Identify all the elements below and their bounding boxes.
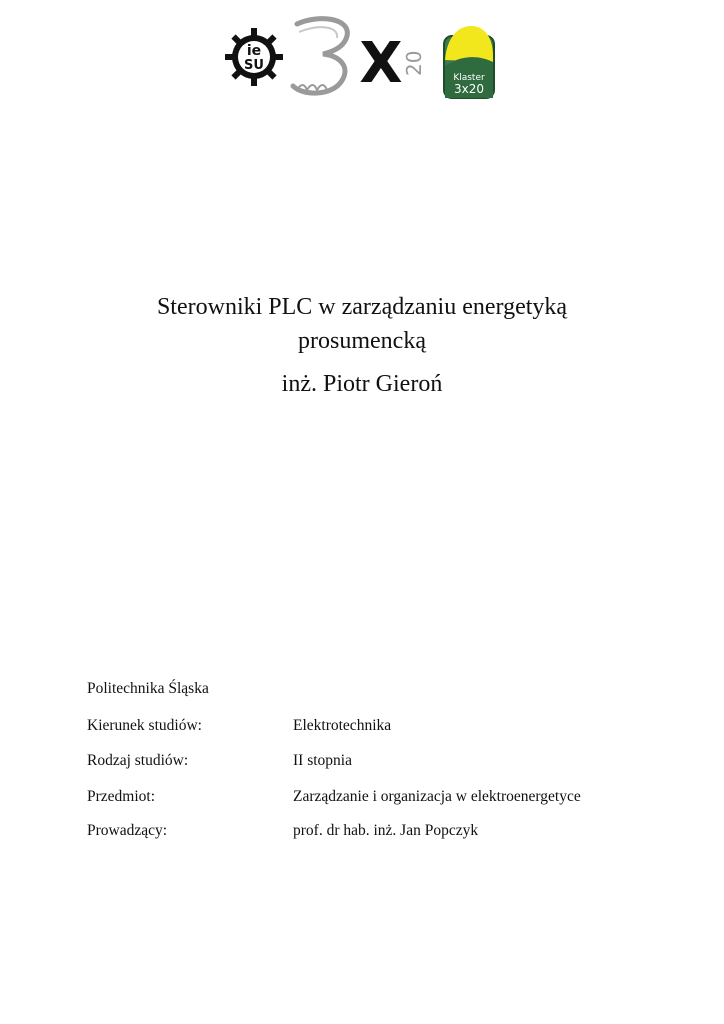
info-value: II stopnia [293,752,352,769]
klaster-logo-bottom: 3x20 [453,82,485,96]
3x20-logo-side: 20 [402,50,426,76]
logo-bar [225,14,500,99]
document-title [0,290,724,358]
info-value: Zarządzanie i organizacja w elektroenergetyce [293,788,581,805]
document-author: inż. Piotr Gieroń [281,371,443,397]
document-title-line2: prosumencką [298,328,426,354]
klaster-logo-top: Klaster [453,73,485,83]
info-label: Przedmiot: [87,788,156,805]
iesu-logo-top: ie [246,43,262,59]
3x20-logo-x: X [359,31,403,96]
klaster-3x20-logo-icon [443,22,495,100]
info-value: prof. dr hab. inż. Jan Popczyk [293,822,479,839]
info-label: Kierunek studiów: [87,717,202,734]
info-label: Prowadzący: [87,822,168,839]
3x20-logo-icon [289,16,437,98]
iesu-logo-bottom: SU [244,58,264,73]
info-value: Elektrotechnika [293,717,392,734]
info-label: Rodzaj studiów: [87,752,189,769]
iesu-logo-icon [225,28,283,86]
university-name: Politechnika Śląska [87,680,209,697]
document-title-line1: Sterowniki PLC w zarządzaniu energetyką [156,294,568,320]
